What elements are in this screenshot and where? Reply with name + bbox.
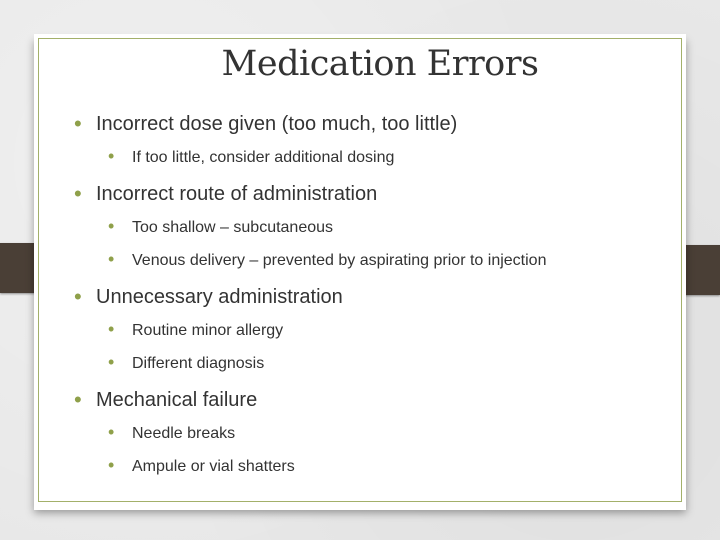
bullet-level1: Incorrect dose given (too much, too little) xyxy=(96,113,458,135)
bullet-level2: Venous delivery – prevented by aspirating prior to injection xyxy=(132,252,547,269)
bullet-level1: Mechanical failure xyxy=(96,389,258,411)
slide-title: Medication Errors xyxy=(221,44,539,84)
bullet-icon: • xyxy=(74,284,82,309)
bullet-icon: • xyxy=(108,249,115,269)
bullet-level2: Routine minor allergy xyxy=(132,322,284,339)
bullet-icon: • xyxy=(108,319,115,339)
bullet-icon: • xyxy=(108,216,115,236)
bullet-level2: If too little, consider additional dosing xyxy=(132,149,395,166)
bullet-icon: • xyxy=(108,146,115,166)
bullet-icon: • xyxy=(108,422,115,442)
bullet-level2: Needle breaks xyxy=(132,425,236,442)
bullet-level2: Ampule or vial shatters xyxy=(132,458,295,475)
bullet-icon: • xyxy=(74,111,82,136)
bullet-icon: • xyxy=(108,455,115,475)
bullet-icon: • xyxy=(108,352,115,372)
bullet-icon: • xyxy=(74,181,82,206)
bullet-level1: Unnecessary administration xyxy=(96,286,343,308)
bullet-level2: Different diagnosis xyxy=(132,355,265,372)
bullet-level2: Too shallow – subcutaneous xyxy=(132,219,334,236)
bullet-icon: • xyxy=(74,387,82,412)
bullet-level1: Incorrect route of administration xyxy=(96,183,378,205)
